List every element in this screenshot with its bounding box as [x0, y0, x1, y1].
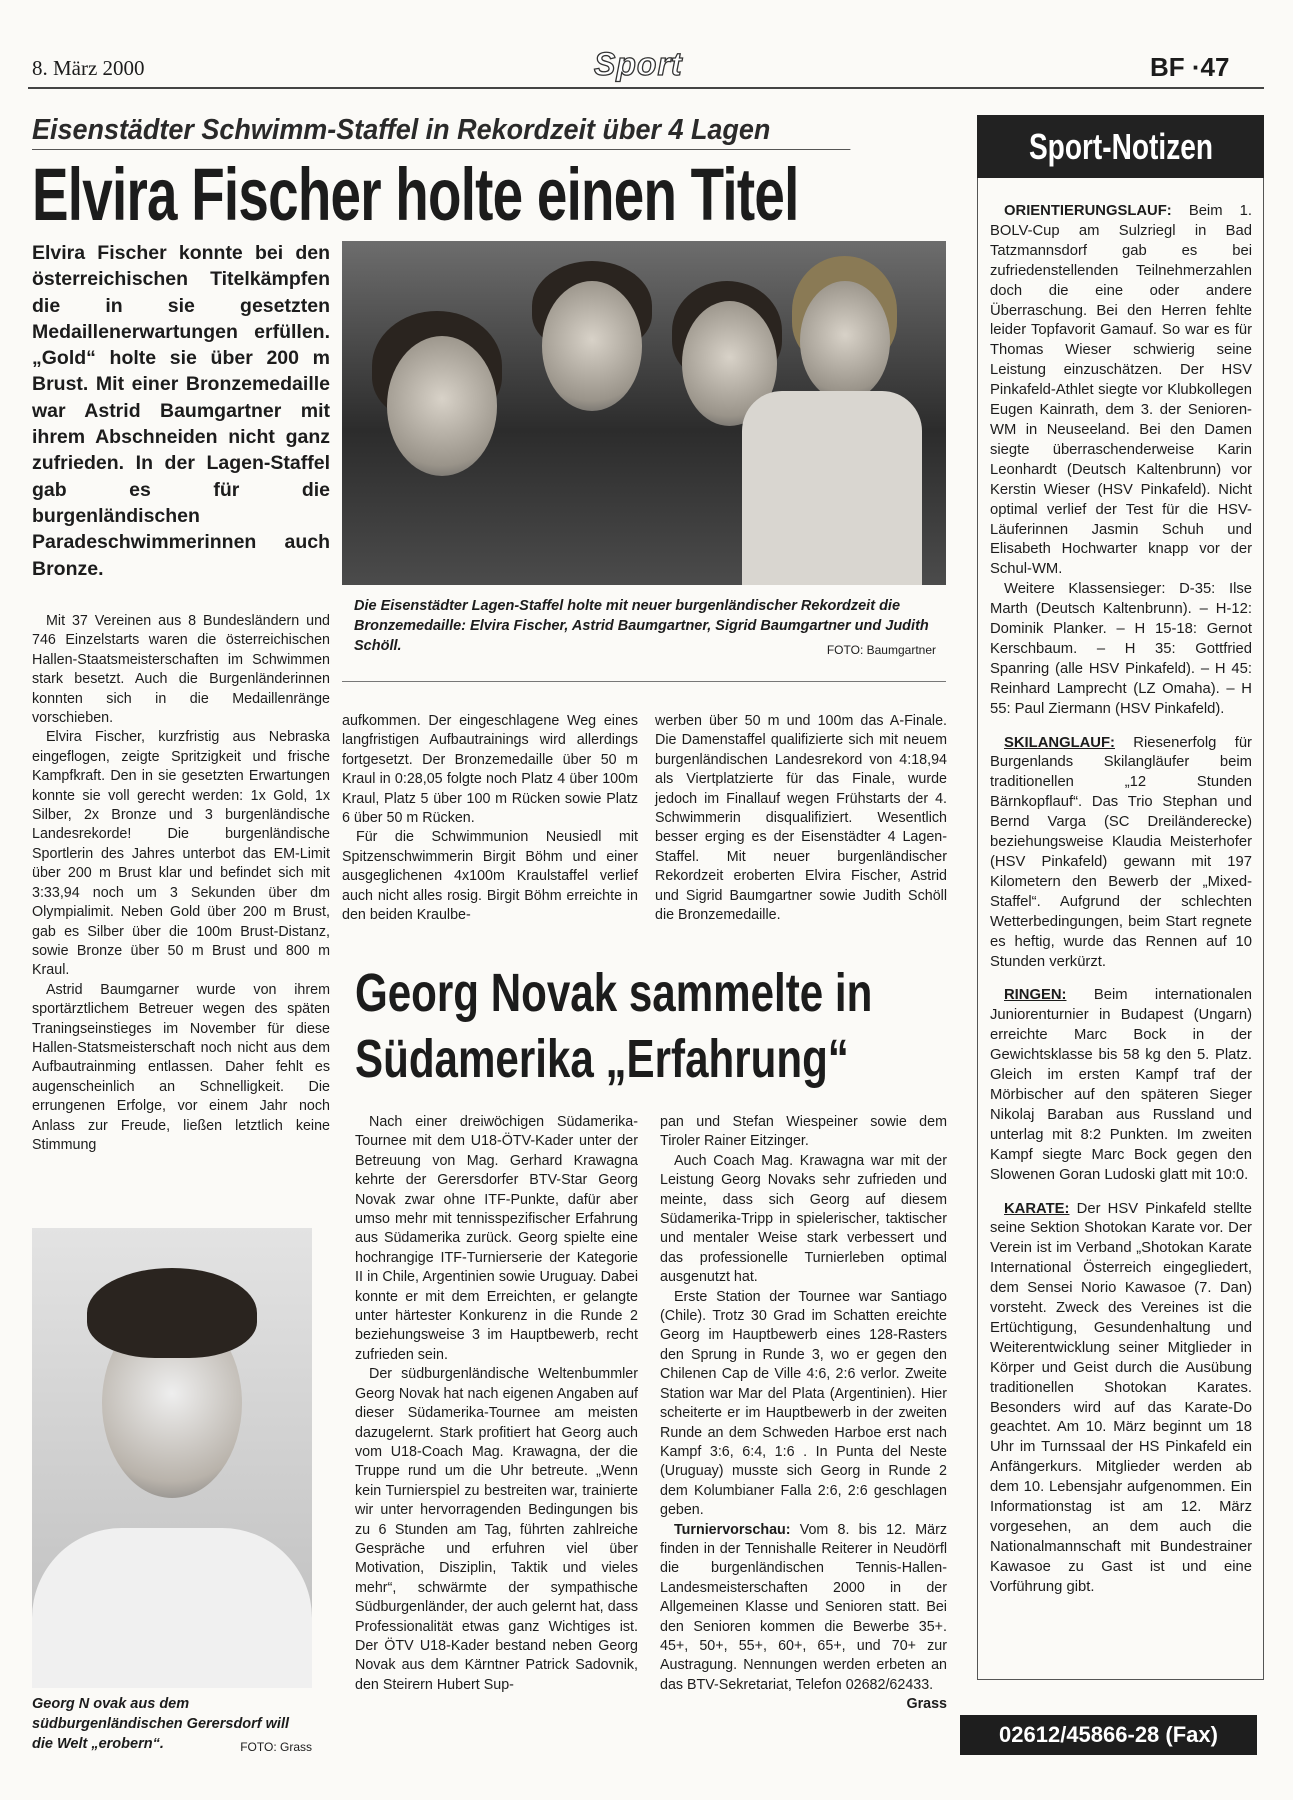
note-keyword: ORIENTIERUNGSLAUF:	[1004, 203, 1172, 219]
article2-body-col1	[355, 1113, 638, 1695]
photo-credit: FOTO: Grass	[240, 1740, 312, 1754]
article2-headline	[355, 960, 872, 1092]
paragraph: Astrid Baumgarner wurde von ihrem sportärztlichem Betreuer wegen des späten Traningseinstieges im November für diese Hallen-Statsmeisterschaft noch nicht aus dem Aufbautrainming entlassen. Daher fehlt es augenscheinlich an Schnelligkeit. Die errungenen Erfolge, vor einem Jahr noch Anlass zur Freude, ließen letztlich keine Stimmung	[32, 981, 330, 1153]
note-text: Beim 1. BOLV-Cup am Sulzriegl in Bad Tatzmannsdorf gab es bei zufriedenstellenden Teilnehmerzahlen doch die eine oder andere Überraschung. Bei den Herren fehlte leider Topfavorit Gamauf. So war es für Thomas Wieser schwierig seine Leistung einzuschätzen. Der HSV Pinkafeld-Athlet siegte vor Klubkollegen Eugen Kainrath, dem 3. der Senioren-WM in Neuseeland. Bei den Damen siegte überraschenderweise Karin Leonhardt (Deutsch Kaltenbrunn) vor Kerstin Wieser (HSV Pinkafeld). Nicht optimal verlief der Test für die HSV-Läuferinnen Jasmin Schuh und Elisabeth Hochwarter knapp vor der Schul-WM.	[990, 203, 1252, 578]
sidebar-notes	[990, 202, 1252, 1612]
article-headline: Elvira Fischer holte einen Titel	[32, 153, 799, 236]
caption-text: Die Eisenstädter Lagen-Staffel holte mit neuer burgenländischer Rekordzeit die Bronzemedaille: Elvira Fischer, Astrid Baumgartner, Sigrid Baumgartner und Judith Schöll.	[354, 598, 929, 654]
paragraph: werben über 50 m und 100m das A-Finale. Die Damenstaffel qualifizierte sich mit neuem burgenländischen Landesrekord von 4:18,94 als Viertplatzierte für das Finale, wurde jedoch im Finallauf wegen Frühstarts der 4. Schwimmerin disqualifiziert. Wesentlich besser erging es der Eisenstädter 4 Lagen-Staffel. Mit neuer burgenländischer Rekordzeit eroberten Elvira Fischer, Astrid und Sigrid Baumgartner sowie Judith Schöll die Bronzemedaille.	[655, 713, 947, 924]
page-number: BF ·47	[1150, 52, 1230, 82]
preview-label: Turniervorschau:	[674, 1521, 791, 1538]
preview-text: Vom 8. bis 12. März finden in der Tennishalle Reiterer in Neudörfl die burgenländischen Tennis-Hallen-Landesmeisterschaften 2000 in der Allgemeinen Klasse und Senioren statt. Bei den Senioren kommen die Bewerbe 35+. 45+, 50+, 55+, 60+, 65+, und 70+ zur Austragung. Nennungen werden erbeten an das BTV-Sekretariat, Telefon 02682/62433.	[660, 1521, 947, 1693]
portrait-caption	[32, 1694, 312, 1757]
sidebar-title	[977, 115, 1264, 178]
fax-number: 02612/45866-28 (Fax)	[960, 1715, 1257, 1755]
headline-line: Südamerika „Erfahrung“	[355, 1029, 849, 1089]
article2-body-col2	[660, 1113, 947, 1715]
article-body-mid1	[342, 712, 638, 925]
note-text: Beim internationalen Juniorenturnier in Budapest (Ungarn) erreichte Marc Bock in der Gewichtsklasse bis 58 kg den 5. Platz. Gleich im ersten Kampf traf der Mörbischer auf den späteren Sieger Nikolaj Baraban aus Russland und unterlag mit 8:2 Punkten. Im zweiten Kampf siegte Marc Bock gegen den Slowenen Goran Ludoski glatt mit 10:0.	[990, 987, 1252, 1183]
photo-caption	[342, 590, 946, 682]
article-lead: Elvira Fischer konnte bei den österreichischen Titelkämpfen die in sie gesetzten Medaillenerwartungen erfüllen. „Gold“ holte sie über 200 m Brust. Mit einer Bronzemedaille war Astrid Baumgartner mit ihrem Abschneiden nicht ganz zufrieden. In der Lagen-Staffel gab es für die burgenländischen Paradeschwimmerinnen auch Bronze.	[32, 242, 330, 580]
article-kicker: Eisenstädter Schwimm-Staffel in Rekordzeit über 4 Lagen	[32, 114, 850, 150]
paragraph: Elvira Fischer, kurzfristig aus Nebraska eingeflogen, zeigte Spritzigkeit und frische Kampfkraft. Den in sie gesetzten Erwartungen konnte sie voll gerecht werden: 1x Gold, 1x Silber, 2x Bronze und 3 burgenländische Landesrekorde! Die burgenländische Sportlerin des Jahres unterbot das EM-Limit über 200 m Brust klar und befindet sich mit 3:33,94 noch um 3 Sekunden über dm Olympialimit. Neben Gold über 200 m Brust, gab es Silber über die 100m Brust-Distanz, sowie Bronze über 50 m Brust und 800 m Kraul.	[32, 729, 330, 979]
note-text: Weitere Klassensieger: D-35: Ilse Marth (Deutsch Kaltenbrunn). – H-12: Dominik Planker. – H 15-18: Gernot Kerschbaum. – H 35: Gottfried Spanring (alle HSV Pinkafeld). – H 45: Reinhard Lamprecht (LZ Omaha). – H 55: Paul Ziermann (HSV Pinkafeld).	[990, 581, 1252, 717]
paragraph	[660, 1521, 947, 1713]
note-item	[990, 202, 1252, 580]
article-body-mid2	[655, 712, 947, 925]
note-item	[990, 1200, 1252, 1598]
author: Grass	[906, 1696, 947, 1713]
note-item	[990, 986, 1252, 1185]
paragraph: Auch Coach Mag. Krawagna war mit der Leistung Georg Novaks sehr zufrieden und meinte, dass sich Georg auf diesem Südamerika-Tripp in spielerischer, taktischer und mentaler Weise stark verbessert und das professionelle Turnierleben optimal ausgenutzt hat.	[660, 1152, 947, 1286]
paragraph: aufkommen. Der eingeschlagene Weg eines langfristigen Aufbautrainings wird allerdings fortgesetzt. Der Bronzemedaille über 50 m Kraul in 0:28,05 folgte noch Platz 4 über 100m Kraul, Platz 5 über 100 m Rücken sowie Platz 6 über 50 m Rücken.	[342, 713, 638, 827]
note-keyword: SKILANGLAUF:	[1004, 734, 1115, 751]
note-keyword: RINGEN:	[1004, 987, 1067, 1004]
paragraph: Mit 37 Vereinen aus 8 Bundesländern und 746 Einzelstarts waren die österreichischen Hallen-Staatsmeisterschaften im Schwimmen stark besetzt. Auch die Burgenländerinnen konnten sich in die Medaillenränge vorschieben.	[32, 613, 330, 727]
header-rule	[28, 87, 1264, 89]
article-body-left	[32, 612, 330, 1155]
paragraph: pan und Stefan Wiespeiner sowie dem Tiroler Rainer Eitzinger.	[660, 1114, 947, 1150]
team-photo	[342, 241, 946, 585]
note-text: Der HSV Pinkafeld stellte seine Sektion Shotokan Karate vor. Der Verein ist im Verband „Shotokan Karate International Österreich eingegliedert, dem Sensei Norio Kawasoe (7. Dan) vorsteht. Zweck des Vereines ist die Ertüchtigung, Gesundenhaltung und Weiterentwicklung seiner Mitglieder in Körper und Geist durch die Ausübung traditionellen Shotokan Karates. Besonders wird auf das Karate-Do geachtet. Am 10. März beginnt um 18 Uhr im Turnssaal der HS Pinkafeld ein Anfängerkurs. Mitglieder werden ab dem 10. Lebensjahr aufgenommen. Ein Informationstag ist am 12. März vorgesehen, an dem auch die Nationalmannschaft mit Bundestrainer Kawasoe zu Gast ist und eine Vorführung gibt.	[990, 1200, 1252, 1595]
paragraph: Der südburgenländische Weltenbummler Georg Novak hat nach eigenen Angaben auf dieser Südamerika-Tournee am meisten dazugelernt. Stark profitiert hat Georg auch vom U18-Coach Mag. Krawagna, der die Truppe rund um die Uhr betreute. „Wenn kein Turnierspiel zu bestreiten war, trainierte wir unter hervorragenden Bedingungen bis zu 6 Stunden am Tag, führten zahlreiche Gespräche und erfuhren viel über Motivation, Disziplin, Taktik und vieles mehr“, schwärmte der sympathische Südburgenländer, der auch gelernt hat, dass Professionalität etwas ganz Wichtiges ist. Der ÖTV U18-Kader bestand neben Georg Novak aus dem Kärntner Patrick Sadovnik, den Steirern Hubert Sup-	[355, 1366, 638, 1693]
sidebar-title-text: Sport-Notizen	[1028, 126, 1213, 167]
section-title: Sport	[594, 46, 683, 82]
note-item	[990, 580, 1252, 719]
paragraph: Erste Station der Tournee war Santiago (Chile). Trotz 30 Grad im Schatten ereichte Georg im Hauptbewerb eines 128-Rasters den Sprung in Runde 3, wo er gegen den Chilenen Cap de Ville 4:6, 2:6 verlor. Zweite Station war Mar del Plata (Argentinien). Hier scheiterte er im Hauptbewerb in der zweiten Runde an dem Schweden Harboe erst nach Kampf 3:6, 6:4, 1:6 . In Punta del Neste (Uruguay) musste sich Georg in Runde 2 dem Kolumbianer Falla 2:6, 2:6 geschlagen geben.	[660, 1288, 947, 1519]
caption-text: Georg N ovak aus dem südburgenländischen Gerersdorf will die Welt „erobern“.	[32, 1696, 290, 1752]
note-keyword: KARATE:	[1004, 1200, 1070, 1217]
page-date: 8. März 2000	[32, 56, 145, 80]
portrait-photo	[32, 1228, 312, 1688]
paragraph: Für die Schwimmunion Neusiedl mit Spitzenschwimmerin Birgit Böhm und einer ausgeglichenen 4x100m Kraulstaffel verlief auch nicht alles rosig. Birgit Böhm erreichte in den beiden Kraulbe-	[342, 829, 638, 924]
photo-credit: FOTO: Baumgartner	[826, 643, 936, 657]
paragraph: Nach einer dreiwöchigen Südamerika-Tournee mit dem U18-ÖTV-Kader unter der Betreuung von Mag. Gerhard Krawagna kehrte der Gerersdorfer BTV-Star Georg Novak zwar ohne ITF-Punkte, dafür aber umso mehr mit tennisspezifischer Erfahrung aus Südamerika zurück. Georg spielte eine hochrangige ITF-Turnierserie der Kategorie II in Chile, Argentinien sowie Uruguay. Dabei konnte er mit dem Erreichten, er gelangte unter härtester Konkurenz in die Runde 2 beziehungsweise 3 im Hauptbewerb, recht zufrieden sein.	[355, 1114, 638, 1363]
headline-line: Georg Novak sammelte in	[355, 963, 873, 1023]
note-item	[990, 734, 1252, 973]
note-text: Riesenerfolg für Burgenlands Skilangläufer beim traditionellen „12 Stunden Bärnkopflauf“. Das Trio Stephan und Bernd Varga (SC Dreiländerecke) beziehungsweise Klaudia Meisterhofer (HSV Pinkafeld) gewann mit 197 Kilometern den Bewerb der „Mixed-Staffel“. Aufgrund der schlechten Wetterbedingungen, beim Start regnete es heftig, wurde das Rennen auf 10 Stunden verkürzt.	[990, 734, 1252, 970]
